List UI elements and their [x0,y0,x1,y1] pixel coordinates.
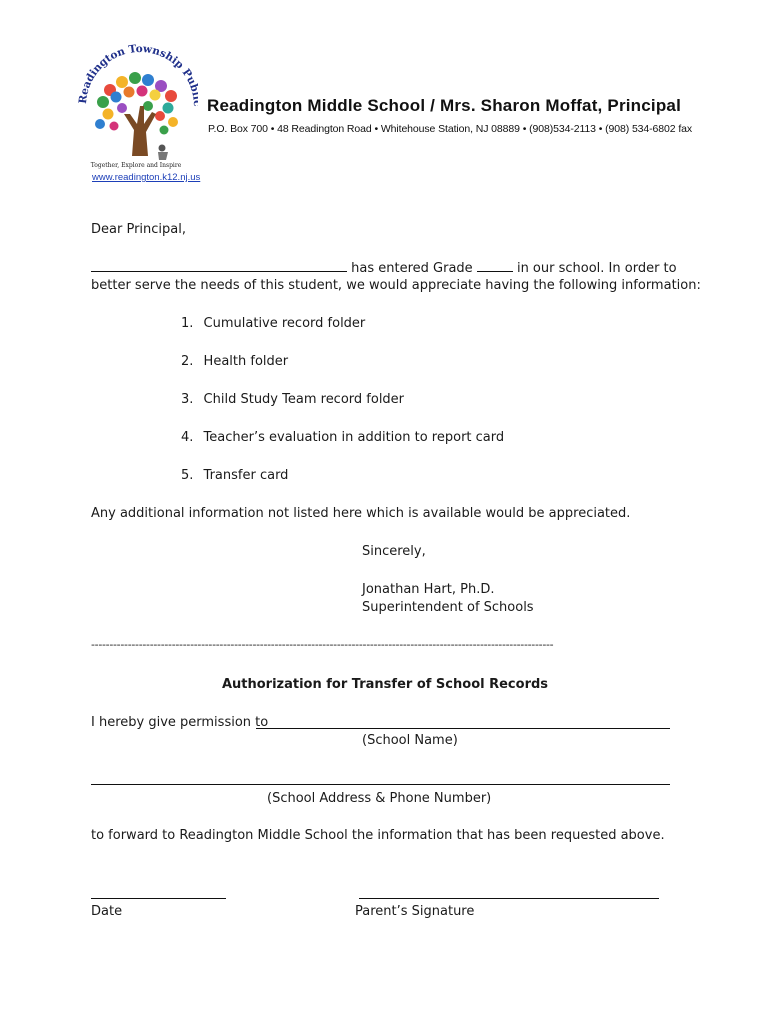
website-link[interactable]: www.readington.k12.nj.us [92,172,201,183]
list-item [181,430,504,446]
entered-grade-text: has entered Grade [351,261,473,276]
signer-name: Jonathan Hart, Ph.D. [362,582,495,597]
school-header-title: Readington Middle School / Mrs. Sharon Moffat, Principal [207,96,682,115]
additional-info-text: Any additional information not listed here which is available would be appreciated. [91,506,631,521]
list-item-text: Child Study Team record folder [203,392,405,407]
list-item-number: 1. [181,316,194,331]
list-item-number: 3. [181,392,194,407]
order-text: in our school. In order to [516,261,677,276]
request-intro: better serve the needs of this student, we would appreciate having the following information: [91,278,701,293]
list-item [181,468,288,484]
list-item-text: Transfer card [203,468,289,483]
signature-label: Parent’s Signature [355,904,475,919]
authorization-heading: Authorization for Transfer of School Records [221,677,549,692]
logo-arc-text: Readington Township Pu [78,44,198,105]
school-address-line: P.O. Box 700 • 48 Readington Road • Whitehouse Station, NJ 08889 • (908)534-2113 • (908) 534-6802 fax [208,123,693,135]
salutation: Dear Principal, [91,222,186,237]
grade-blank [477,259,513,272]
school-name-caption: (School Name) [362,733,458,748]
student-name-blank [91,259,347,272]
logo-motto: Together, Explore and Inspire [90,162,182,169]
list-item-text: Cumulative record folder [203,316,366,331]
list-item-number: 4. [181,430,194,445]
date-field[interactable] [91,898,226,899]
cut-line-separator: ------------------------------------------------------------------------------------------------------------------------------ [91,638,554,651]
address-caption: (School Address & Phone Number) [267,791,492,806]
tree-trunk [124,106,156,156]
list-item [181,354,288,370]
list-item-text: Health folder [203,354,289,369]
closing: Sincerely, [362,544,426,559]
district-logo [78,44,198,170]
list-item [181,392,404,408]
school-name-field[interactable] [256,728,670,729]
list-item [181,316,365,332]
signature-field[interactable] [359,898,659,899]
forward-text: to forward to Readington Middle School the information that has been requested above. [91,828,665,843]
list-item-number: 2. [181,354,194,369]
date-label: Date [91,904,123,919]
tree-hands-logo-icon [78,44,198,170]
signer-title: Superintendent of Schools [362,600,534,615]
student-grade-line [91,259,677,277]
school-address-field[interactable] [91,784,670,785]
permission-text: I hereby give permission to [91,715,269,730]
list-item-number: 5. [181,468,194,483]
list-item-text: Teacher’s evaluation in addition to report card [203,430,505,445]
